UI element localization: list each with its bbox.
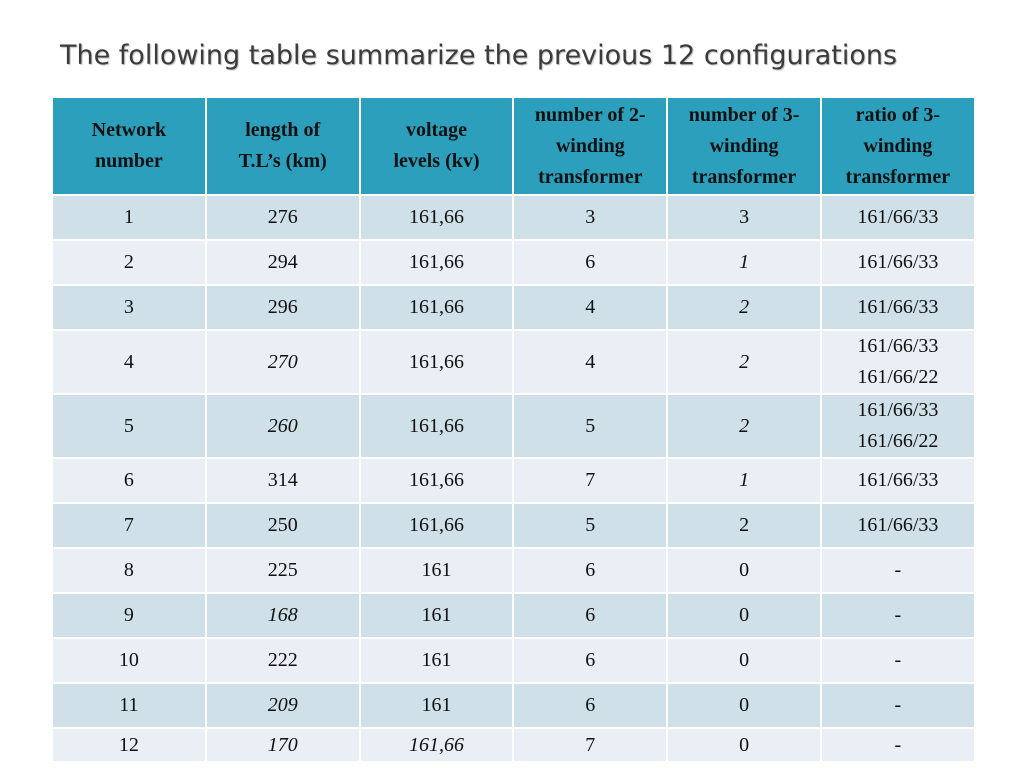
cell-voltage: 161,66 <box>360 458 514 503</box>
cell-voltage: 161 <box>360 638 514 683</box>
slide-title: The following table summarize the previous 12 configurations <box>60 40 898 71</box>
table-row <box>52 638 975 683</box>
cell-ratio: 161/66/33 <box>821 285 975 330</box>
cell-two-winding: 6 <box>513 593 667 638</box>
cell-two-winding: 5 <box>513 503 667 548</box>
cell-length: 294 <box>206 240 360 285</box>
table-row <box>52 548 975 593</box>
cell-length: 250 <box>206 503 360 548</box>
cell-two-winding: 6 <box>513 240 667 285</box>
cell-length: 168 <box>206 593 360 638</box>
cell-network: 10 <box>52 638 206 683</box>
cell-voltage: 161,66 <box>360 503 514 548</box>
cell-voltage: 161,66 <box>360 394 514 458</box>
table-row <box>52 394 975 458</box>
cell-voltage: 161,66 <box>360 330 514 394</box>
cell-voltage: 161 <box>360 593 514 638</box>
cell-two-winding: 7 <box>513 458 667 503</box>
cell-network: 5 <box>52 394 206 458</box>
table-row <box>52 458 975 503</box>
cell-network: 11 <box>52 683 206 728</box>
cell-three-winding: 0 <box>667 593 821 638</box>
cell-two-winding: 7 <box>513 728 667 762</box>
table-row <box>52 728 975 762</box>
cell-two-winding: 5 <box>513 394 667 458</box>
cell-two-winding: 4 <box>513 330 667 394</box>
cell-length: 314 <box>206 458 360 503</box>
header-two-winding: number of 2- winding transformer <box>513 97 667 195</box>
table-row <box>52 593 975 638</box>
cell-ratio: 161/66/33 <box>821 240 975 285</box>
cell-voltage: 161,66 <box>360 285 514 330</box>
cell-three-winding: 2 <box>667 503 821 548</box>
cell-voltage: 161,66 <box>360 195 514 240</box>
cell-voltage: 161,66 <box>360 728 514 762</box>
cell-two-winding: 6 <box>513 548 667 593</box>
header-ratio: ratio of 3- winding transformer <box>821 97 975 195</box>
cell-voltage: 161 <box>360 548 514 593</box>
cell-network: 2 <box>52 240 206 285</box>
header-voltage-levels: voltage levels (kv) <box>360 97 514 195</box>
cell-ratio: - <box>821 593 975 638</box>
cell-length: 209 <box>206 683 360 728</box>
cell-ratio: 161/66/33 161/66/22 <box>821 394 975 458</box>
table-row <box>52 285 975 330</box>
cell-length: 296 <box>206 285 360 330</box>
cell-three-winding: 0 <box>667 638 821 683</box>
cell-two-winding: 4 <box>513 285 667 330</box>
cell-three-winding: 2 <box>667 394 821 458</box>
cell-length: 225 <box>206 548 360 593</box>
cell-ratio: 161/66/33 <box>821 458 975 503</box>
cell-three-winding: 0 <box>667 728 821 762</box>
cell-network: 6 <box>52 458 206 503</box>
cell-two-winding: 3 <box>513 195 667 240</box>
cell-network: 8 <box>52 548 206 593</box>
cell-length: 260 <box>206 394 360 458</box>
cell-length: 276 <box>206 195 360 240</box>
table-row <box>52 240 975 285</box>
cell-three-winding: 2 <box>667 330 821 394</box>
cell-two-winding: 6 <box>513 683 667 728</box>
cell-ratio: - <box>821 638 975 683</box>
cell-three-winding: 1 <box>667 458 821 503</box>
cell-voltage: 161,66 <box>360 240 514 285</box>
table-row <box>52 195 975 240</box>
cell-network: 3 <box>52 285 206 330</box>
cell-three-winding: 0 <box>667 548 821 593</box>
table-row <box>52 330 975 394</box>
table-header-row <box>52 97 975 195</box>
cell-ratio: 161/66/33 <box>821 195 975 240</box>
cell-network: 4 <box>52 330 206 394</box>
cell-three-winding: 0 <box>667 683 821 728</box>
cell-two-winding: 6 <box>513 638 667 683</box>
header-length: length of T.L’s (km) <box>206 97 360 195</box>
cell-ratio: 161/66/33 <box>821 503 975 548</box>
cell-ratio: - <box>821 728 975 762</box>
cell-ratio: 161/66/33 161/66/22 <box>821 330 975 394</box>
cell-three-winding: 2 <box>667 285 821 330</box>
cell-three-winding: 1 <box>667 240 821 285</box>
table-row <box>52 503 975 548</box>
cell-network: 1 <box>52 195 206 240</box>
header-network-number: Network number <box>52 97 206 195</box>
cell-network: 7 <box>52 503 206 548</box>
table-row <box>52 683 975 728</box>
cell-voltage: 161 <box>360 683 514 728</box>
cell-length: 270 <box>206 330 360 394</box>
cell-network: 12 <box>52 728 206 762</box>
header-three-winding: number of 3- winding transformer <box>667 97 821 195</box>
summary-table <box>51 96 976 763</box>
cell-length: 170 <box>206 728 360 762</box>
cell-network: 9 <box>52 593 206 638</box>
cell-ratio: - <box>821 683 975 728</box>
cell-ratio: - <box>821 548 975 593</box>
cell-three-winding: 3 <box>667 195 821 240</box>
cell-length: 222 <box>206 638 360 683</box>
